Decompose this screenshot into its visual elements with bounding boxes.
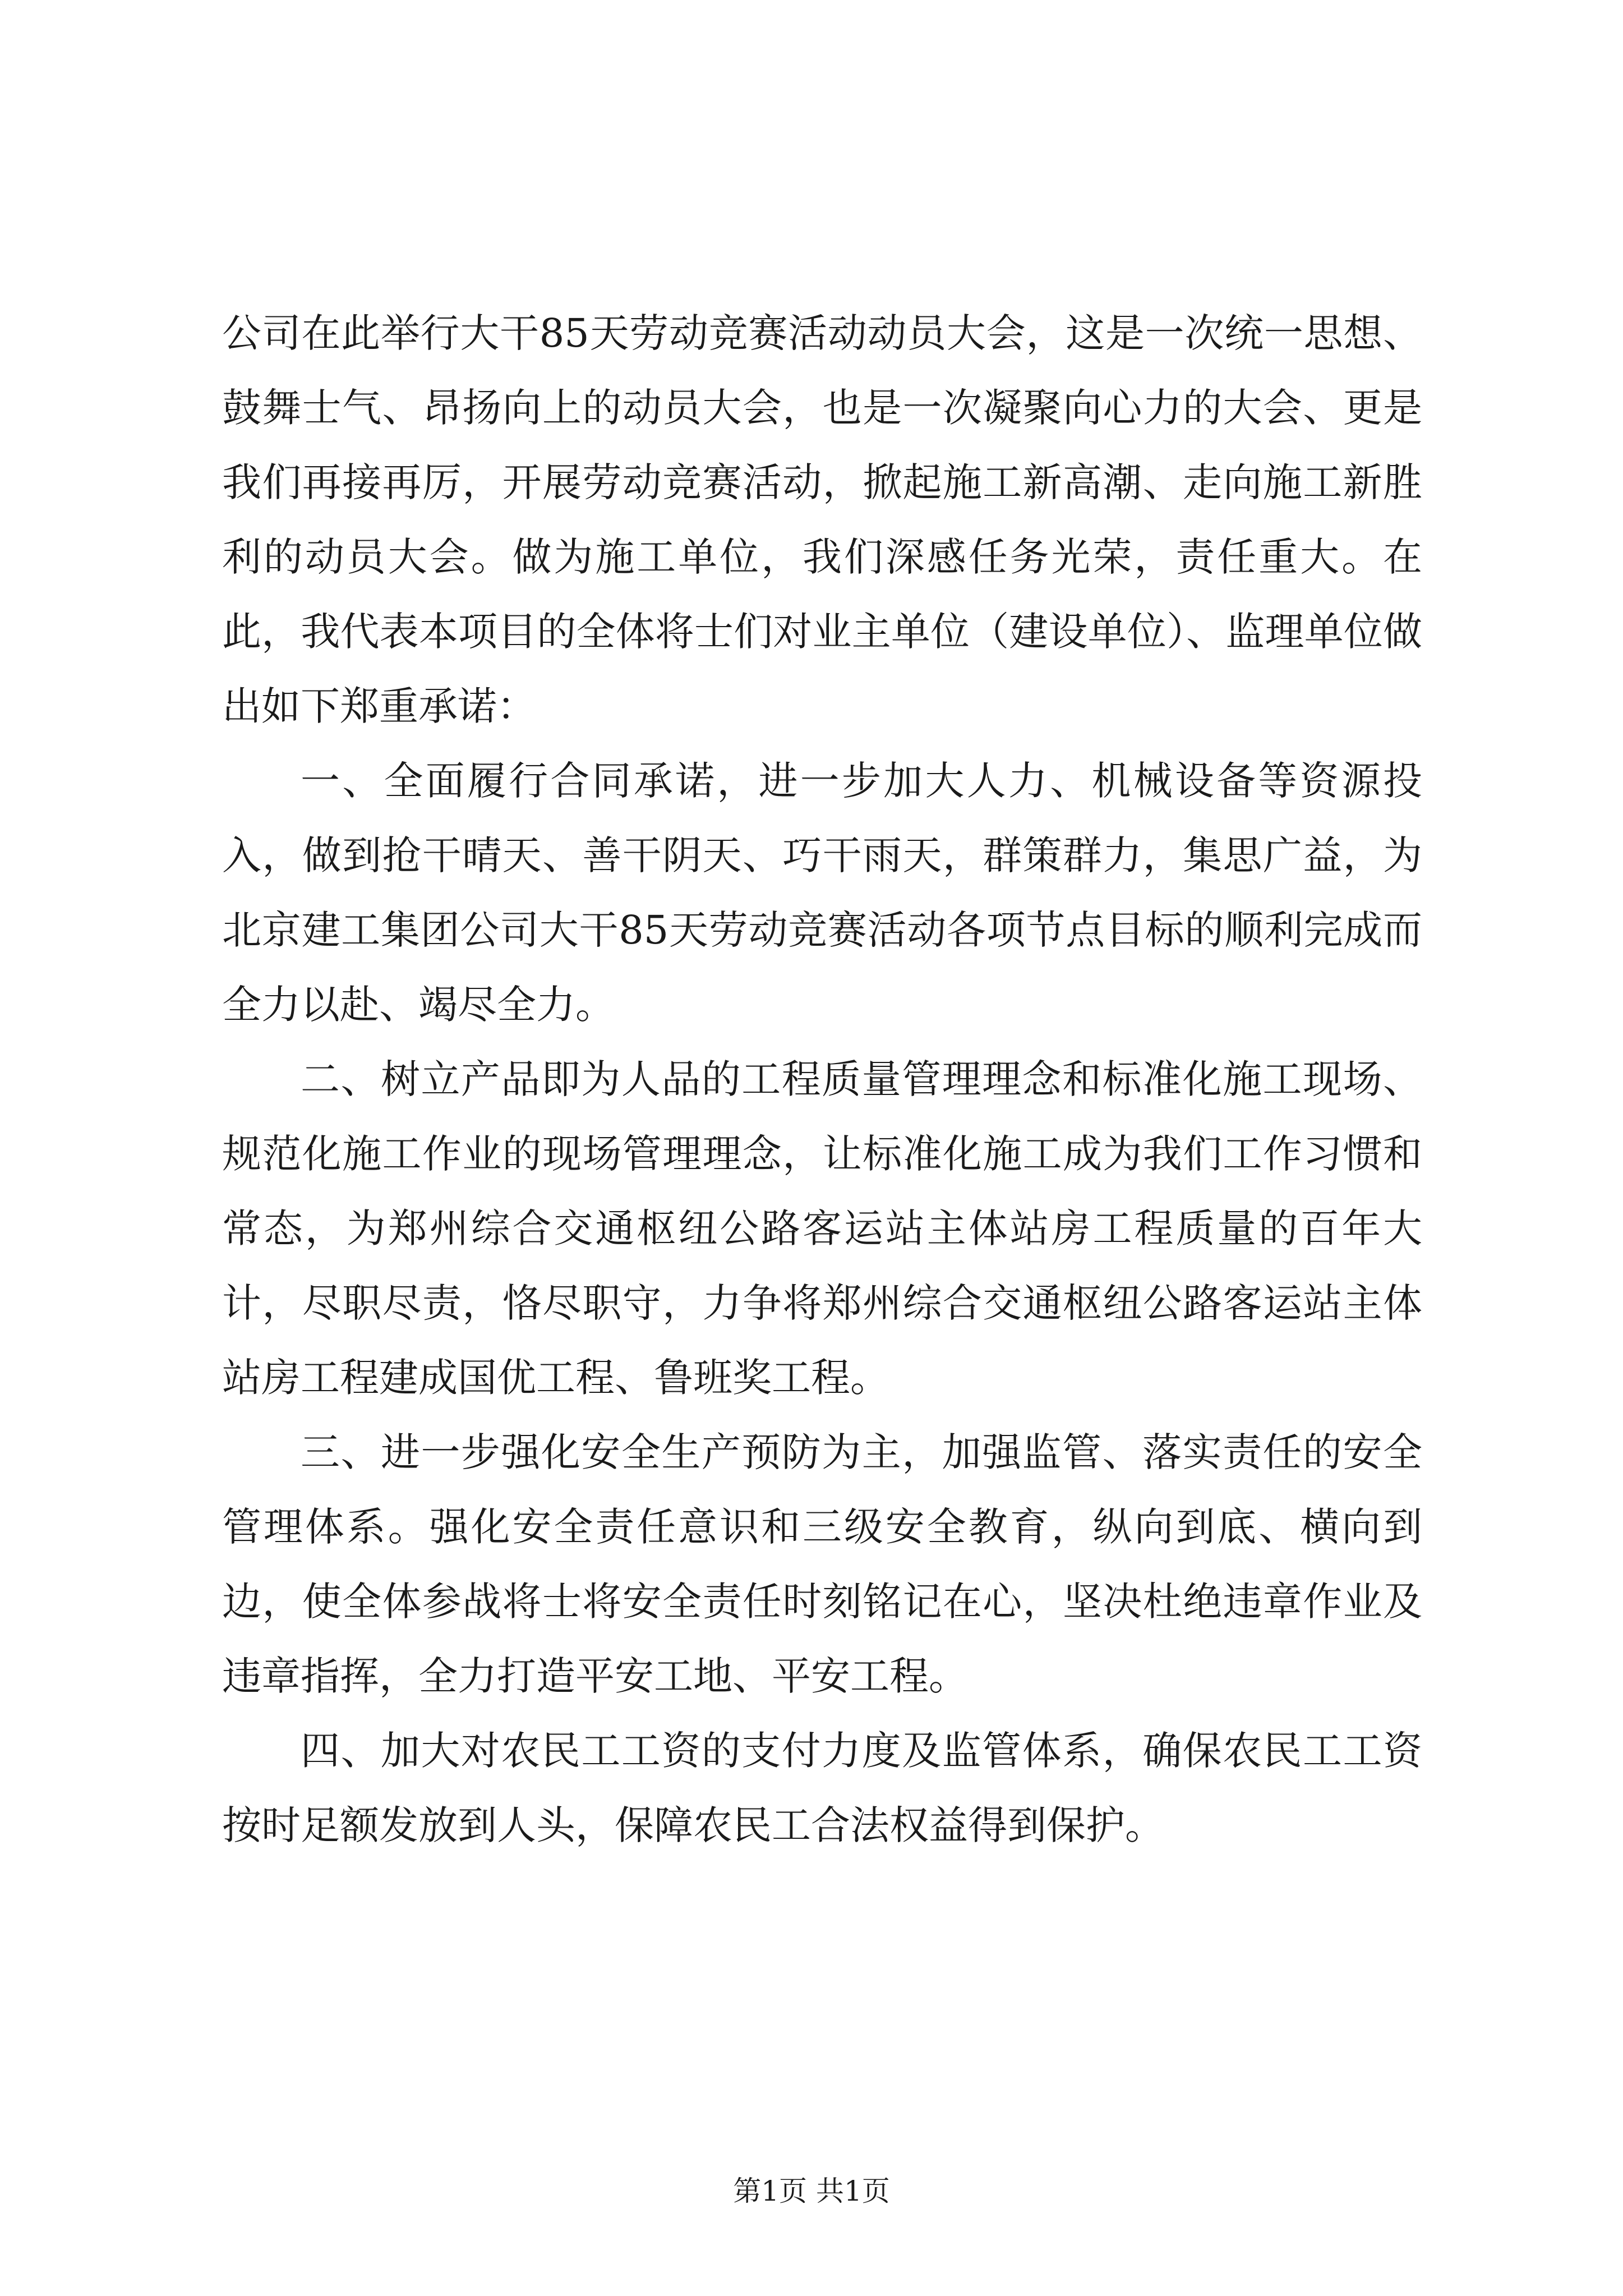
paragraph-item-3: 三、进一步强化安全生产预防为主，加强监管、落实责任的安全管理体系。强化安全责任意识和三级安全教育，纵向到底、横向到边，使全体参战将士将安全责任时刻铭记在心，坚决杜绝违章作业及违章指挥，全力打造平安工地、平安工程。 [222, 1429, 1422, 1699]
paragraph-item-4: 四、加大对农民工工资的支付力度及监管体系，确保农民工工资按时足额发放到人头，保障农民工合法权益得到保护。 [222, 1728, 1422, 1848]
document-body [222, 296, 1422, 1863]
paragraph-item-1: 一、全面履行合同承诺，进一步加大人力、机械设备等资源投入，做到抢干晴天、善干阴天、巧干雨天，群策群力，集思广益，为北京建工集团公司大干85天劳动竞赛活动各项节点目标的顺利完成而全力以赴、竭尽全力。 [222, 758, 1422, 1028]
page-number-label: 第1页 共1页 [733, 2175, 890, 2207]
paragraph-item-2: 二、树立产品即为人品的工程质量管理理念和标准化施工现场、规范化施工作业的现场管理理念，让标准化施工成为我们工作习惯和常态，为郑州综合交通枢纽公路客运站主体站房工程质量的百年大计，尽职尽责，恪尽职守，力争将郑州综合交通枢纽公路客运站主体站房工程建成国优工程、鲁班奖工程。 [222, 1056, 1422, 1401]
page-footer [0, 2174, 1623, 2208]
paragraph-intro: 公司在此举行大干85天劳动竞赛活动动员大会，这是一次统一思想、鼓舞士气、昂扬向上的动员大会，也是一次凝聚向心力的大会、更是我们再接再厉，开展劳动竞赛活动，掀起施工新高潮、走向施工新胜利的动员大会。做为施工单位，我们深感任务光荣，责任重大。在此，我代表本项目的全体将士们对业主单位（建设单位）、监理单位做出如下郑重承诺： [222, 310, 1422, 729]
